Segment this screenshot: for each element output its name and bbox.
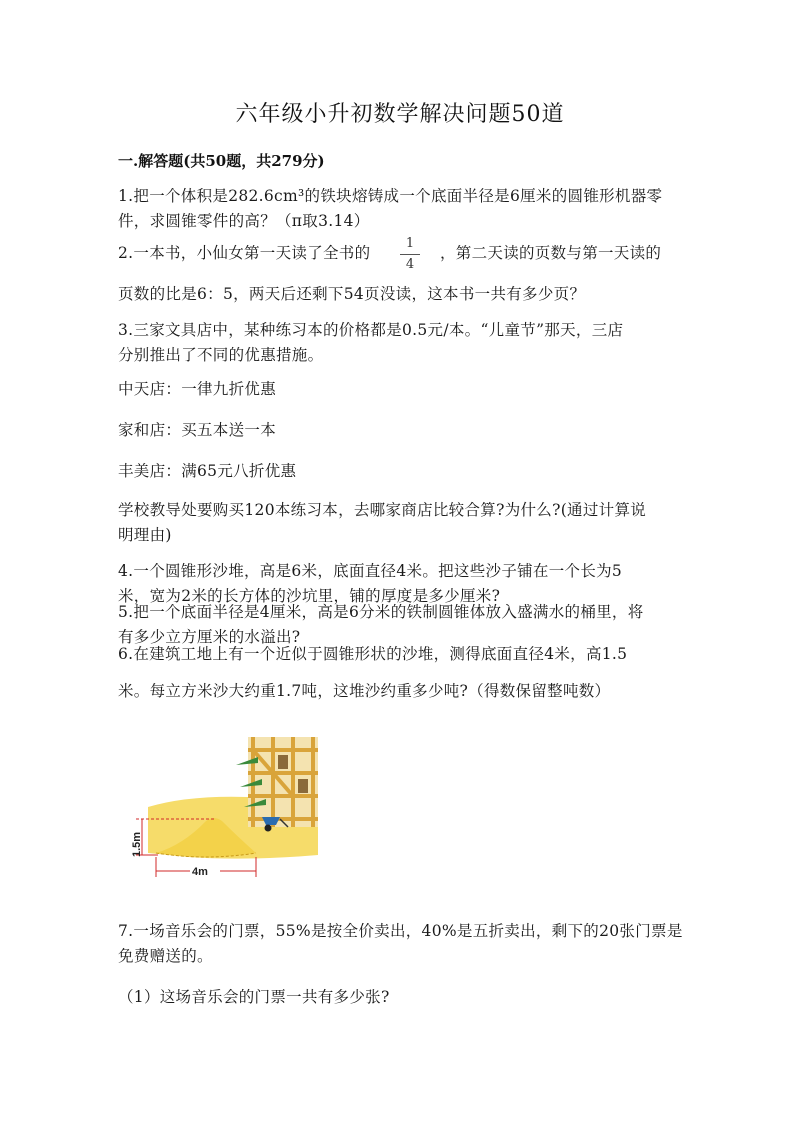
question-6-line-2: 米。每立方米沙大约重1.7吨，这堆沙约重多少吨?（得数保留整吨数） bbox=[118, 682, 611, 700]
question-7 bbox=[118, 919, 688, 969]
store-fengmei: 丰美店：满65元八折优惠 bbox=[118, 462, 297, 480]
question-7-line-2: 免费赠送的。 bbox=[118, 947, 213, 965]
window bbox=[278, 755, 288, 769]
height-label: 1.5m bbox=[131, 831, 143, 857]
diameter-label: 4m bbox=[192, 866, 208, 878]
question-1-line-2: 件，求圆锥零件的高？（π取3.14） bbox=[118, 212, 370, 230]
question-3-line-2: 分别推出了不同的优惠措施。 bbox=[118, 346, 324, 364]
fraction-bar bbox=[400, 254, 420, 255]
fraction-one-quarter bbox=[398, 237, 422, 272]
question-2-line-1-after: ，第二天读的页数与第一天读的 bbox=[440, 244, 662, 262]
question-1 bbox=[118, 184, 688, 234]
question-3-line-1: 3.三家文具店中，某种练习本的价格都是0.5元/本。“儿童节”那天，三店 bbox=[118, 321, 624, 339]
page-title: 六年级小升初数学解决问题50道 bbox=[235, 102, 565, 127]
question-3-task-line-1: 学校教导处要购买120本练习本，去哪家商店比较合算?为什么?(通过计算说 bbox=[118, 501, 647, 519]
question-2-line-2: 页数的比是6：5，两天后还剩下54页没读，这本书一共有多少页？ bbox=[118, 285, 586, 303]
question-2-line-1-before: 2.一本书，小仙女第一天读了全书的 bbox=[118, 244, 371, 262]
question-3-task-line-2: 明理由) bbox=[118, 526, 172, 544]
store-jiahe: 家和店：买五本送一本 bbox=[118, 421, 277, 439]
fraction-denominator: 4 bbox=[405, 257, 415, 272]
sand-pile-figure bbox=[128, 735, 328, 885]
question-4-line-1: 4.一个圆锥形沙堆，高是6米，底面直径4米。把这些沙子铺在一个长为5 bbox=[118, 562, 623, 580]
fraction-numerator: 1 bbox=[405, 236, 415, 251]
question-1-line-1: 1.把一个体积是282.6cm³的铁块熔铸成一个底面半径是6厘米的圆锥形机器零 bbox=[118, 187, 663, 205]
question-6-line-1: 6.在建筑工地上有一个近似于圆锥形状的沙堆，测得底面直径4米，高1.5 bbox=[118, 645, 628, 663]
question-7-sub-1: （1）这场音乐会的门票一共有多少张? bbox=[118, 988, 390, 1006]
store-zhongtian: 中天店：一律九折优惠 bbox=[118, 380, 277, 398]
question-7-line-1: 7.一场音乐会的门票，55%是按全价卖出，40%是五折卖出，剩下的20张门票是 bbox=[118, 922, 683, 940]
question-4-line-2: 米，宽为2米的长方体的沙坑里，铺的厚度是多少厘米? bbox=[118, 587, 501, 605]
question-5-line-2: 有多少立方厘米的水溢出? bbox=[118, 628, 301, 646]
question-3 bbox=[118, 318, 688, 368]
window bbox=[298, 779, 308, 793]
sand-pile-illustration bbox=[128, 735, 328, 885]
question-5-line-1: 5.把一个底面半径是4厘米，高是6分米的铁制圆锥体放入盛满水的桶里，将 bbox=[118, 603, 644, 621]
question-3-task bbox=[118, 498, 688, 548]
section-heading: 一.解答题(共50题，共279分) bbox=[118, 152, 325, 170]
